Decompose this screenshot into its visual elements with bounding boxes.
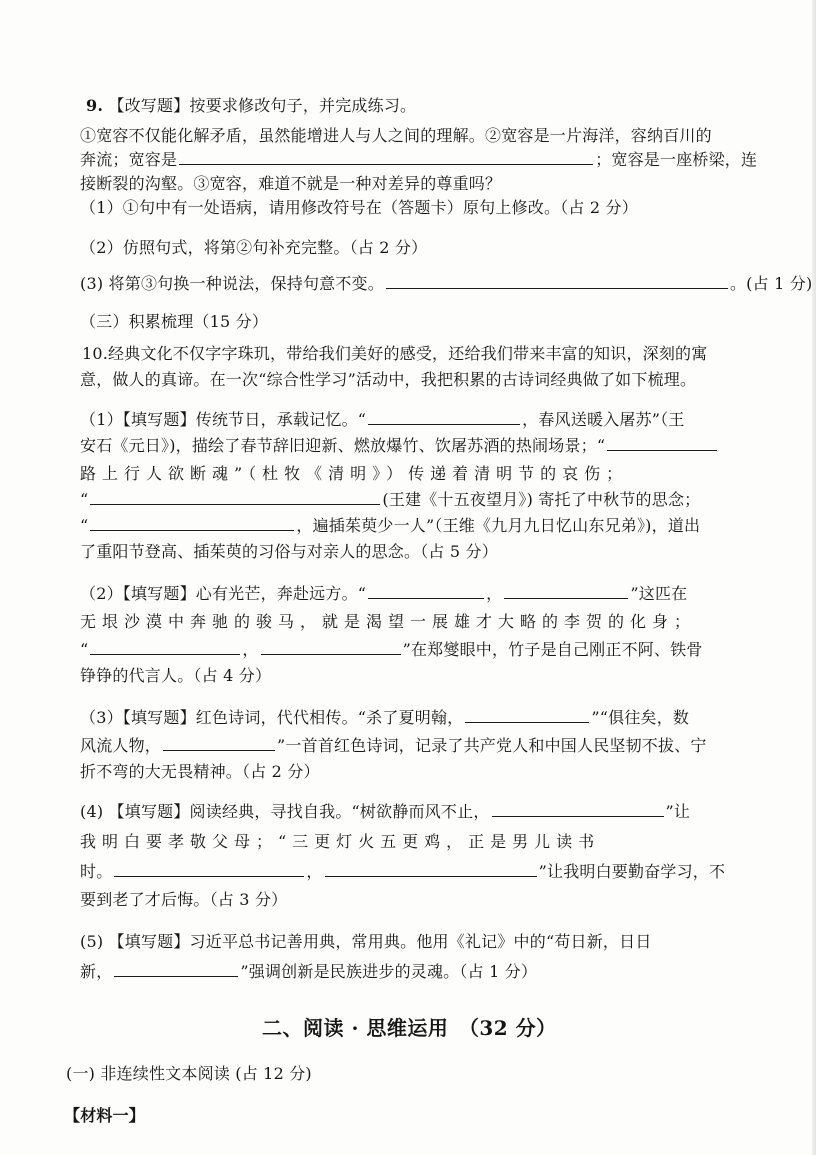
q9-sub-question-2: （2）仿照句式，将第②句补充完整。（占 2 分） bbox=[80, 238, 428, 257]
q10-part4-line-1 bbox=[80, 802, 690, 822]
q10-part3-text: （3）【填写题】红色诗词，代代相传。“杀了夏明翰， bbox=[80, 708, 464, 727]
q10-part1-blank-1[interactable] bbox=[368, 410, 520, 425]
q9-sub3-blank[interactable] bbox=[386, 274, 728, 289]
reading-section-1-heading: (一) 非连续性文本阅读 (占 12 分) bbox=[66, 1064, 312, 1083]
q10-part4-blank-2[interactable] bbox=[114, 862, 304, 877]
q10-part1-text: ，遍插茱萸少一人”（王维《九月九日忆山东兄弟》)，道出 bbox=[296, 516, 701, 535]
q10-part2-line-3 bbox=[80, 640, 703, 660]
q10-part5-blank-1[interactable] bbox=[114, 962, 238, 977]
q10-part4-line-4: 要到老了才后悔。（占 3 分） bbox=[80, 890, 288, 909]
q9-sub3-text: (3) 将第③句换一种说法，保持句意不变。 bbox=[80, 274, 384, 293]
q10-part5-text: ”强调创新是民族进步的灵魂。（占 1 分） bbox=[240, 962, 538, 981]
q10-part5-line-1: (5) 【填写题】习近平总书记善用典，常用典。他用《礼记》中的“苟日新，日日 bbox=[80, 932, 652, 951]
q10-part1-text: “ bbox=[80, 490, 89, 509]
q10-part2-blank-4[interactable] bbox=[261, 640, 401, 655]
q10-part3-line-3: 折不弯的大无畏精神。（占 2 分） bbox=[80, 762, 320, 781]
q10-part5-line-2 bbox=[80, 962, 537, 982]
q10-part2-line-2: 无垠沙漠中奔驰的骏马，就是渴望一展雄才大略的李贺的化身； bbox=[80, 612, 697, 631]
part-2-heading: 二、阅读 · 思维运用 （32 分） bbox=[262, 1016, 557, 1040]
q9-passage-line-3: 接断裂的沟壑。③宽容，难道不就是一种对差异的尊重吗？ bbox=[80, 174, 502, 193]
q10-part2-text: ， bbox=[242, 640, 259, 659]
q10-part1-line-6: 了重阳节登高、插茱萸的习俗与对亲人的思念。（占 5 分） bbox=[80, 542, 498, 561]
q10-intro-line-1: 10.经典文化不仅字字珠玑，带给我们美好的感受，还给我们带来丰富的知识，深刻的寓 bbox=[82, 344, 708, 363]
q10-part2-text: ， bbox=[486, 584, 503, 603]
q10-part5-text: 新， bbox=[80, 962, 113, 981]
q10-part2-blank-3[interactable] bbox=[90, 640, 240, 655]
q10-part2-text: “ bbox=[80, 640, 89, 659]
q10-part4-line-2: 我明白要孝敬父母；“三更灯火五更鸡，正是男儿读书 bbox=[80, 832, 601, 851]
q10-part1-blank-4[interactable] bbox=[90, 516, 294, 531]
q9-passage-line-2 bbox=[80, 150, 757, 170]
q10-part4-text: ”让我明白要勤奋学习，不 bbox=[538, 862, 726, 881]
q10-part4-blank-1[interactable] bbox=[492, 802, 664, 817]
section-3-heading: （三）积累梳理（15 分） bbox=[80, 312, 269, 331]
q10-part1-blank-2[interactable] bbox=[607, 436, 717, 451]
q10-part3-blank-1[interactable] bbox=[465, 708, 589, 723]
q10-part2-text: ”在郑燮眼中，竹子是自己刚正不阿、铁骨 bbox=[402, 640, 703, 659]
q10-part4-line-3 bbox=[80, 862, 725, 882]
q9-passage-text: 奔流；宽容是 bbox=[80, 150, 178, 169]
q10-part2-line-1 bbox=[80, 584, 687, 604]
q10-part4-text: ， bbox=[306, 862, 323, 881]
q9-passage-line-1: ①宽容不仅能化解矛盾，虽然能增进人与人之间的理解。②宽容是一片海洋，容纳百川的 bbox=[80, 126, 712, 145]
q10-part1-line-5 bbox=[80, 516, 700, 536]
q9-tag: 【改写题】 bbox=[108, 96, 190, 115]
q9-sub3-score: 。(占 1 分) bbox=[729, 274, 813, 293]
q10-part2-text: ”这匹在 bbox=[630, 584, 688, 603]
q10-part3-line-1 bbox=[80, 708, 689, 728]
q10-part1-line-3: 路上行人欲断魂”（杜牧《清明》）传递着清明节的哀伤； bbox=[80, 464, 629, 483]
q10-part1-text: ，春风送暖入屠苏”（王 bbox=[522, 410, 685, 429]
q10-part3-blank-2[interactable] bbox=[163, 736, 275, 751]
q9-answer-blank[interactable] bbox=[179, 150, 593, 165]
q10-part1-text: 安石《元日》)，描绘了春节辞旧迎新、燃放爆竹、饮屠苏酒的热闹场景；“ bbox=[80, 436, 606, 455]
q10-part1-text: （1）【填写题】传统节日，承载记忆。“ bbox=[80, 410, 367, 429]
material-1-label: 【材料一】 bbox=[64, 1106, 146, 1125]
q10-part1-line-4 bbox=[80, 490, 700, 510]
q10-part2-blank-2[interactable] bbox=[504, 584, 628, 599]
q10-part1-blank-3[interactable] bbox=[90, 490, 380, 505]
q10-part1-text: (王建《十五夜望月》) 寄托了中秋节的思念； bbox=[382, 490, 701, 509]
q10-part2-blank-1[interactable] bbox=[368, 584, 484, 599]
q10-part1-line-1 bbox=[80, 410, 685, 430]
q9-heading bbox=[86, 96, 416, 116]
q9-number: 9. bbox=[86, 96, 104, 115]
scan-edge-shadow bbox=[812, 0, 816, 1155]
q10-part1-text: “ bbox=[80, 516, 89, 535]
q10-part4-text: 时。 bbox=[80, 862, 113, 881]
q10-part2-text: （2）【填写题】心有光芒，奔赴远方。“ bbox=[80, 584, 367, 603]
q10-part4-text: ”让 bbox=[665, 802, 691, 821]
q9-sub-question-3 bbox=[80, 274, 812, 294]
q10-part4-blank-3[interactable] bbox=[325, 862, 537, 877]
q9-passage-text: ；宽容是一座桥梁，连 bbox=[595, 150, 758, 169]
q9-instruction: 按要求修改句子，并完成练习。 bbox=[189, 96, 417, 115]
q10-part3-text: ”一首首红色诗词，记录了共产党人和中国人民坚韧不拔、宁 bbox=[277, 736, 707, 755]
q10-part3-text: 风流人物， bbox=[80, 736, 162, 755]
q10-part2-line-4: 铮铮的代言人。（占 4 分） bbox=[80, 666, 272, 685]
q10-part1-line-2 bbox=[80, 436, 719, 456]
q10-part3-line-2 bbox=[80, 736, 707, 756]
q10-intro-line-2: 意，做人的真谛。在一次“综合性学习”活动中，我把积累的古诗词经典做了如下梳理。 bbox=[80, 370, 697, 389]
q9-sub-question-1: （1）①句中有一处语病，请用修改符号在（答题卡）原句上修改。（占 2 分） bbox=[80, 198, 638, 217]
q10-part3-text: ”“俱往矣，数 bbox=[591, 708, 690, 727]
q10-part4-text: (4) 【填写题】阅读经典，寻找自我。“树欲静而风不止， bbox=[80, 802, 490, 821]
